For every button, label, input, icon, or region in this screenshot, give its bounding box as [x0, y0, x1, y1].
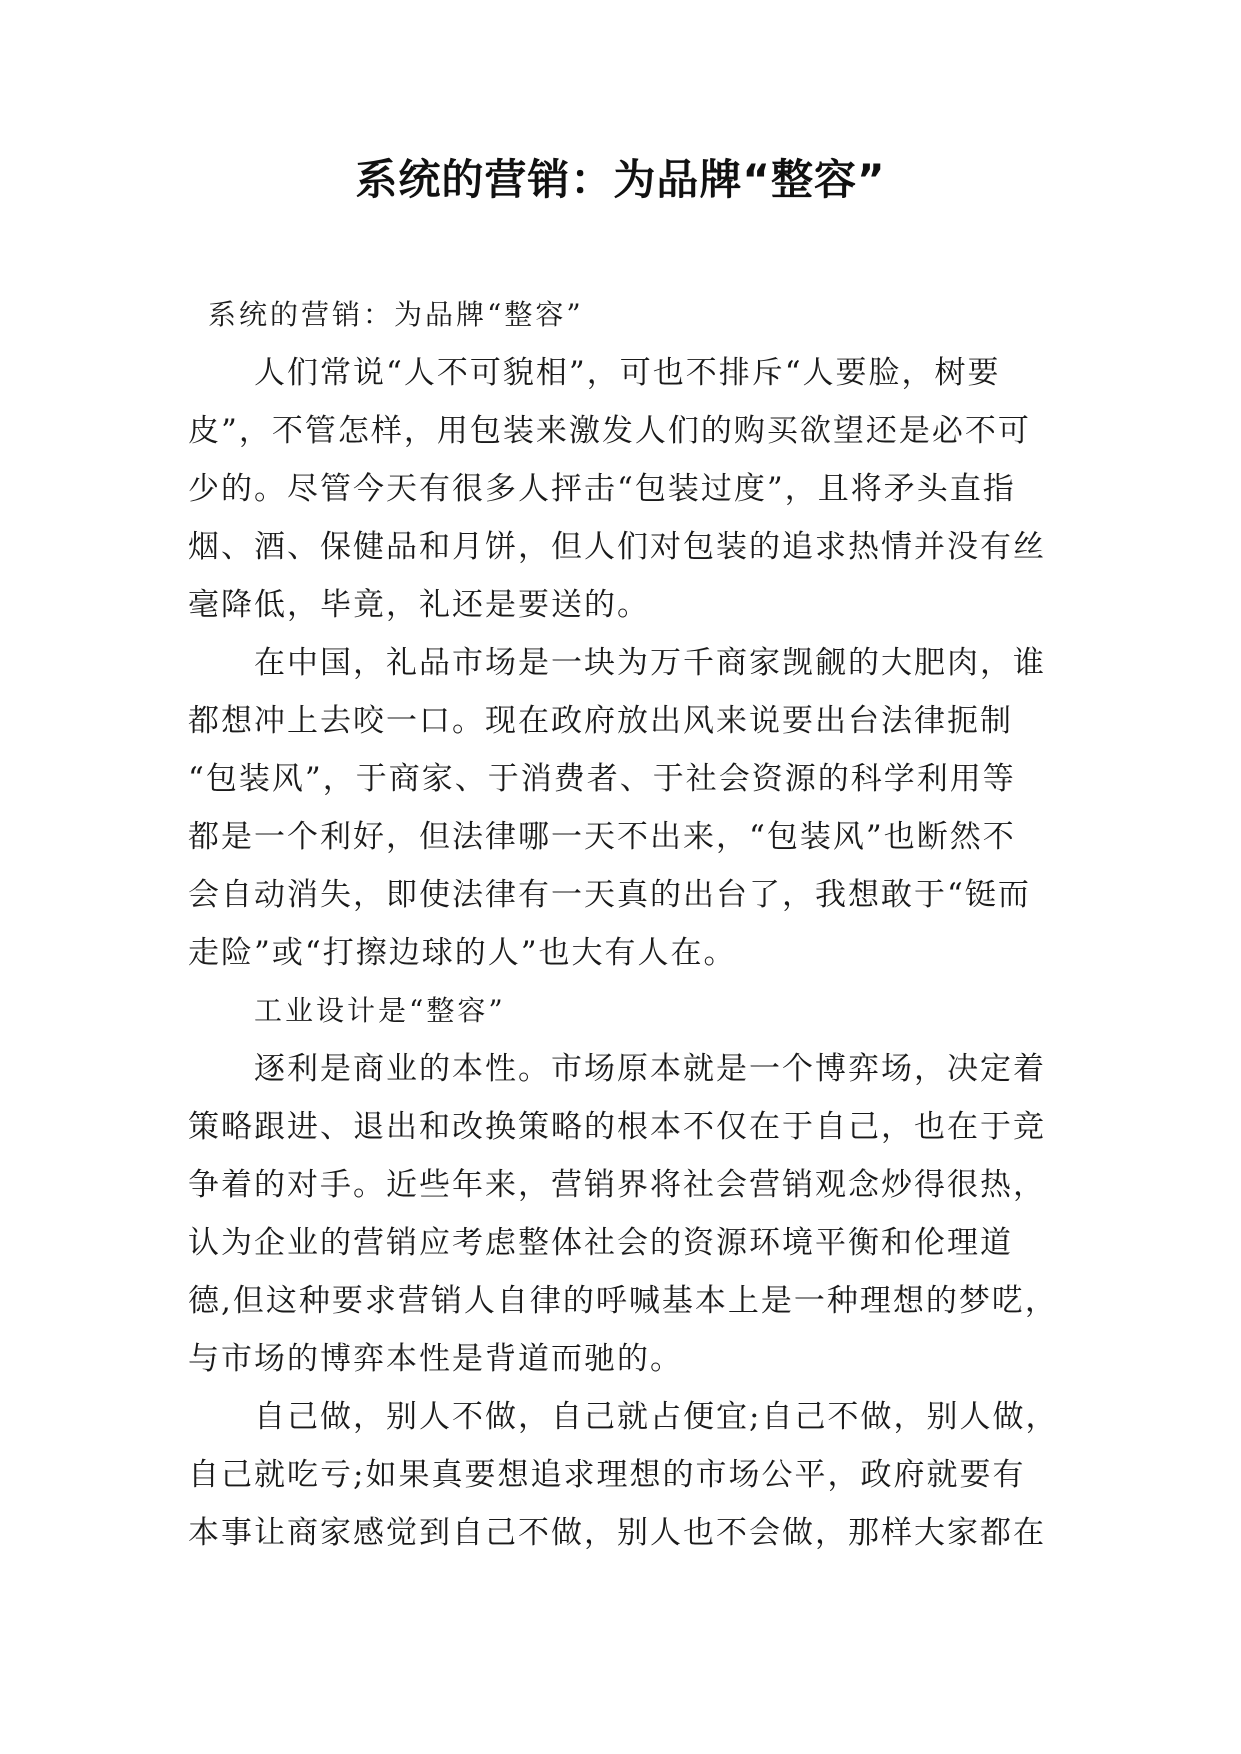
paragraph-line: 少的。尽管今天有很多人抨击“包装过度”，且将矛头直指 — [188, 471, 1016, 507]
paragraph-line: 烟、酒、保健品和月饼，但人们对包装的追求热情并没有丝 — [188, 529, 1046, 565]
paragraph — [188, 1040, 1058, 1388]
document-subtitle: 系统的营销：为品牌“整容” — [208, 298, 584, 331]
paragraph-line: 都是一个利好，但法律哪一天不出来，“包装风”也断然不 — [188, 819, 1016, 855]
paragraph-line: 与市场的博弈本性是背道而驰的。 — [188, 1341, 683, 1377]
paragraph-line: 人们常说“人不可貌相”，可也不排斥“人要脸，树要 — [254, 355, 1001, 391]
paragraph-line: 会自动消失，即使法律有一天真的出台了，我想敢于“铤而 — [188, 877, 1031, 913]
section-heading — [188, 982, 1054, 1040]
paragraph-line: 策略跟进、退出和改换策略的根本不仅在于自己，也在于竞 — [188, 1109, 1046, 1145]
paragraph-line: 认为企业的营销应考虑整体社会的资源环境平衡和伦理道 — [188, 1225, 1013, 1261]
paragraph-line: 皮”，不管怎样，用包装来激发人们的购买欲望还是必不可 — [188, 413, 1031, 449]
paragraph-line: 本事让商家感觉到自己不做，别人也不会做，那样大家都在 — [188, 1515, 1046, 1551]
section-heading-text: 工业设计是“整容” — [254, 994, 506, 1027]
document-body — [188, 286, 1059, 1562]
paragraph-line: 德,但这种要求营销人自律的呼喊基本上是一种理想的梦呓， — [188, 1283, 1058, 1319]
paragraph-line: 毫降低，毕竟，礼还是要送的。 — [188, 587, 650, 623]
paragraph-line: 都想冲上去咬一口。现在政府放出风来说要出台法律扼制 — [188, 703, 1013, 739]
paragraph-line: 争着的对手。近些年来，营销界将社会营销观念炒得很热， — [188, 1167, 1046, 1203]
paragraph-line: 走险”或“打擦边球的人”也大有人在。 — [188, 935, 737, 971]
paragraph-line: 自己就吃亏;如果真要想追求理想的市场公平，政府就要有 — [188, 1457, 1026, 1493]
document-title: 系统的营销：为品牌“整容” — [355, 155, 886, 204]
paragraph-line: 自己做，别人不做，自己就占便宜;自己不做，别人做， — [254, 1399, 1059, 1435]
paragraph-line: “包装风”，于商家、于消费者、于社会资源的科学利用等 — [188, 761, 1016, 797]
paragraph — [188, 634, 1054, 982]
paragraph — [188, 1388, 1059, 1562]
paragraph-line: 在中国，礼品市场是一块为万千商家觊觎的大肥肉，谁 — [254, 645, 1046, 681]
paragraph-line: 逐利是商业的本性。市场原本就是一个博弈场，决定着 — [254, 1051, 1046, 1087]
paragraph — [188, 344, 1054, 634]
